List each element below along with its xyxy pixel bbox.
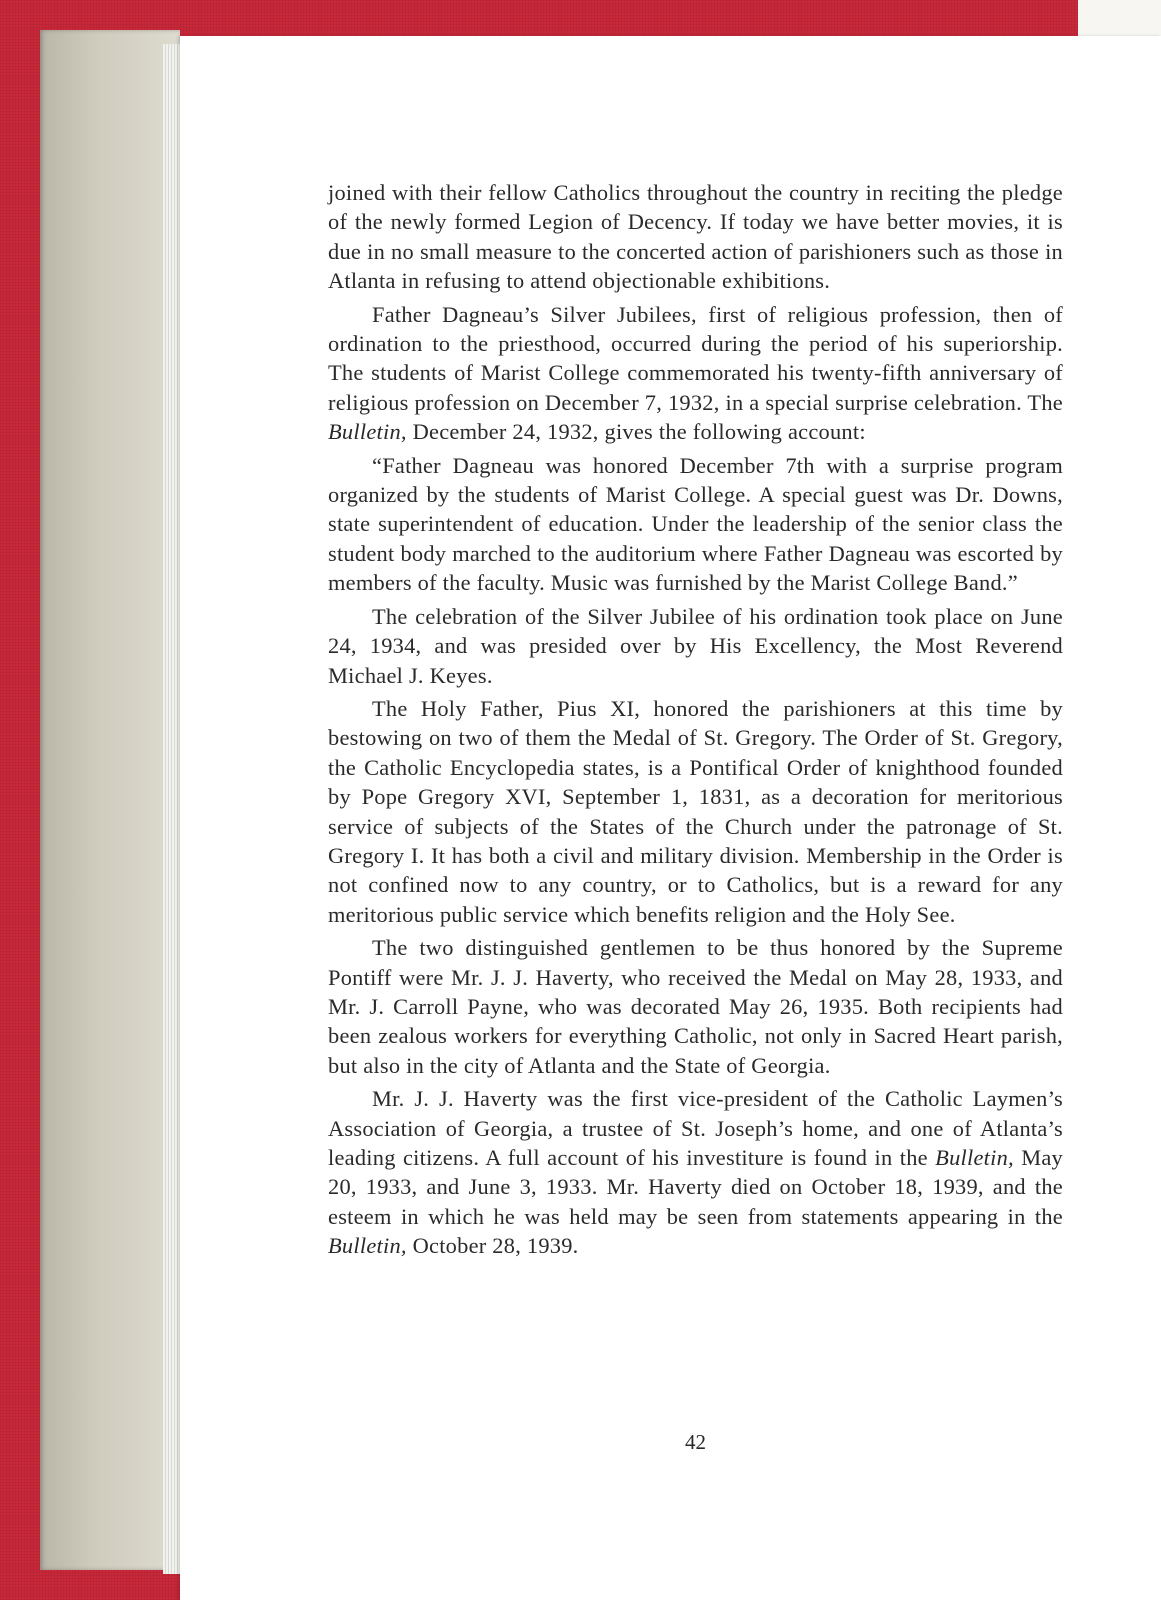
text-run: The two distinguished gentlemen to be thus honored by the Supreme Pontiff were Mr. J. J. Haverty, who received the Medal on May 28, 1933, and Mr. J. Carroll Payne, who was decorated May 26, 1935. Both recipients had been zealous workers for everything Catholic, not only in Sacred Heart parish, but also in the city of Atlanta and the State of Georgia. — [328, 935, 1063, 1078]
text-run: The Holy Father, Pius XI, honored the parishioners at this time by bestowing on two of them the Medal of St. Gregory. The Order of St. Gregory, the Catholic Encyclopedia states, is a Pontifical Order of knighthood founded by Pope Gregory XVI, September 1, 1831, as a decoration for meritorious service of subjects of the States of the Church under the patronage of St. Gregory I. It has both a civil and military division. Membership in the Order is not confined now to any country, or to Catholics, but is a reward for any meritorious public service which benefits religion and the Holy See. — [328, 695, 1063, 927]
paragraph — [328, 1084, 1063, 1260]
text-run: “Father Dagneau was honored December 7th with a surprise program organized by the students of Marist College. A special guest was Dr. Downs, state superintendent of education. Under the leadership of the senior class the student body marched to the auditorium where Father Dagneau was escorted by members of the faculty. Music was furnished by the Marist College Band.” — [328, 452, 1063, 596]
italic-title: Bulletin, — [935, 1145, 1014, 1170]
text-run: December 24, 1932, gives the following account: — [406, 419, 866, 445]
endpaper — [40, 30, 180, 1570]
text-run: Father Dagneau’s Silver Jubilees, first of religious profession, then of ordination to the priesthood, occurred during the period of his superiorship. The students of Marist College commemorated his twenty-fifth anniversary of religious profession on December 7, 1932, in a special surprise celebration. The — [328, 301, 1063, 415]
text-run: Mr. J. J. Haverty was the first vice-president of the Catholic Laymen’s Association of Georgia, a trustee of St. Joseph’s home, and one of Atlanta’s leading citizens. A full account of his investiture is found in the — [328, 1086, 1063, 1170]
italic-title: Bulletin, — [328, 419, 407, 445]
paragraph — [328, 694, 1063, 929]
paragraph — [328, 178, 1063, 296]
italic-title: Bulletin, — [328, 1233, 407, 1259]
body-text — [328, 178, 1063, 1265]
page-number: 42 — [685, 1430, 706, 1454]
paragraph — [328, 602, 1063, 690]
text-run: May 20, 1933, and June 3, 1933. Mr. Haverty died on October 18, 1939, and the esteem in which he was held may be seen from statements appearing in the — [328, 1145, 1063, 1229]
paragraph — [328, 933, 1063, 1080]
paragraph — [328, 451, 1063, 598]
text-run: The celebration of the Silver Jubilee of his ordination took place on June 24, 1934, and was presided over by His Excellency, the Most Reverend Michael J. Keyes. — [328, 603, 1063, 688]
text-run: joined with their fellow Catholics throughout the country in reciting the pledge of the newly formed Legion of Decency. If today we have better movies, it is due in no small measure to the concerted action of parishioners such as those in Atlanta in refusing to attend objectionable exhibitions. — [328, 180, 1063, 294]
text-run: October 28, 1939. — [406, 1233, 579, 1259]
paragraph — [328, 300, 1063, 447]
